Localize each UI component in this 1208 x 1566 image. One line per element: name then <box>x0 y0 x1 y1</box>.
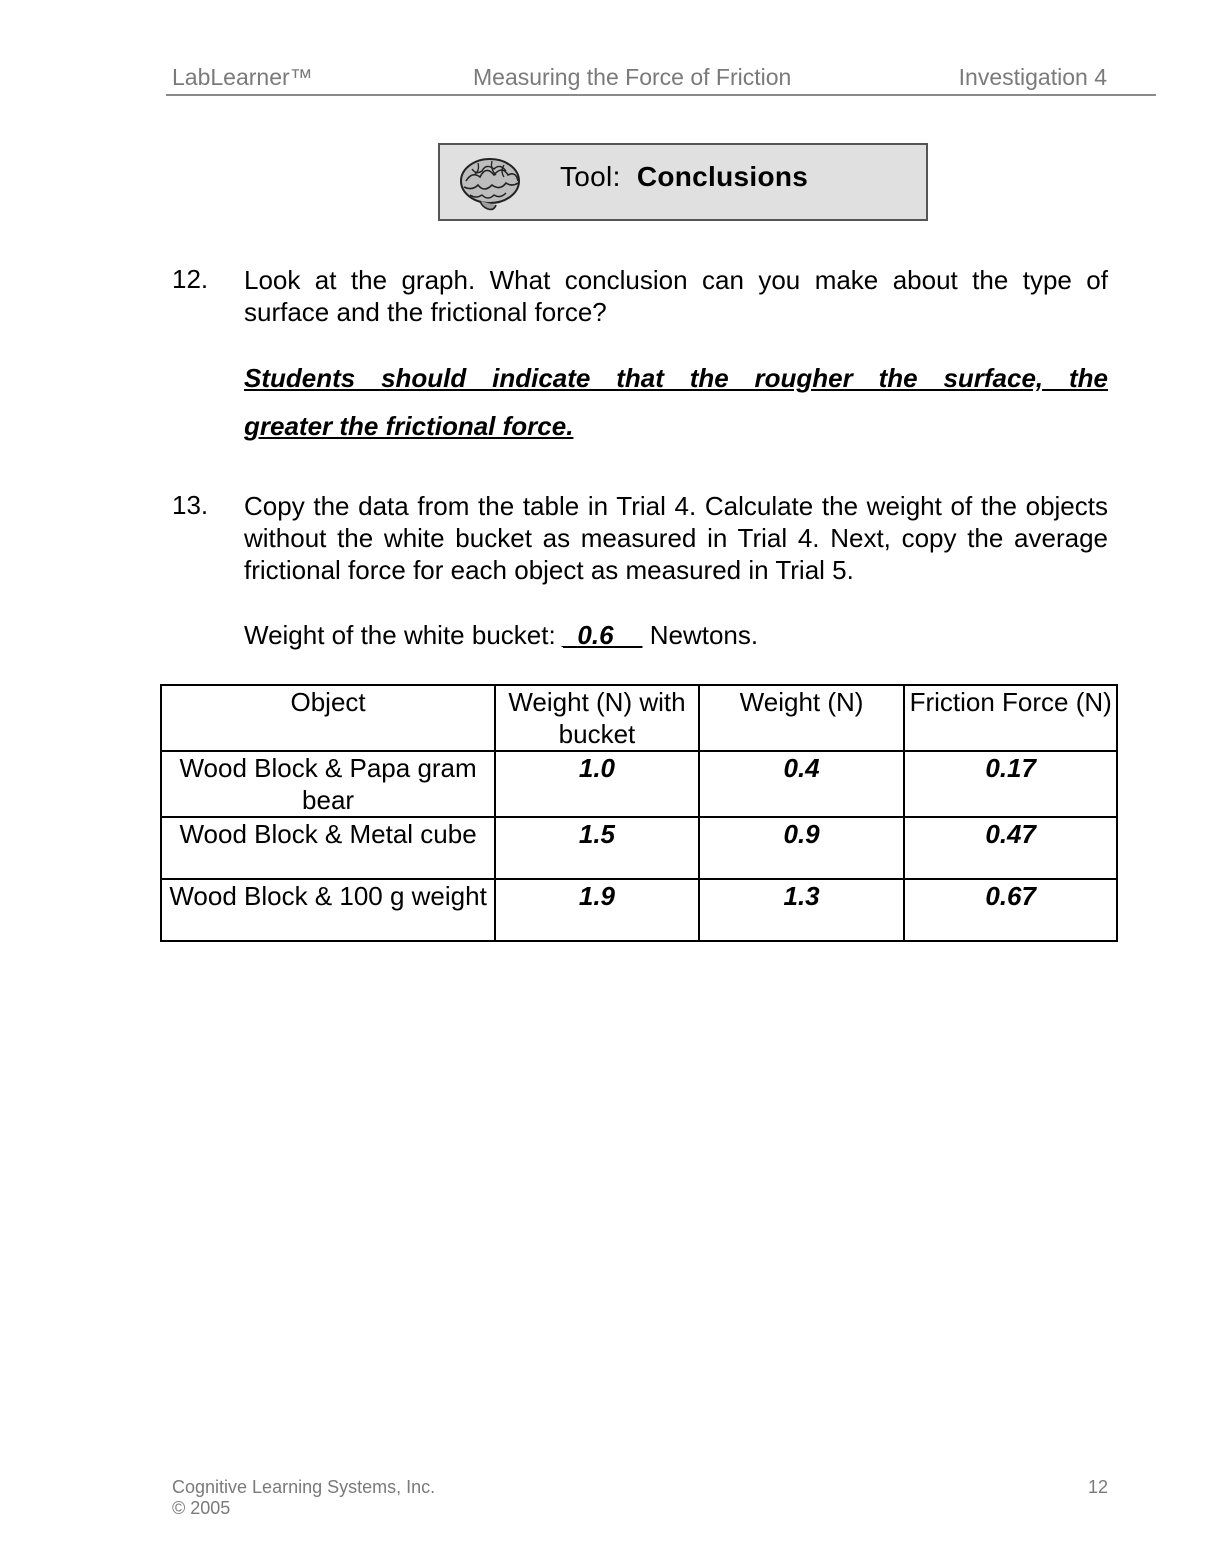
data-table <box>160 684 1118 942</box>
question-12-text: Look at the graph. What conclusion can you make about the type of surface and the frictional force? <box>244 265 1108 327</box>
tool-name: Conclusions <box>636 161 809 192</box>
table-row <box>161 751 1117 817</box>
question-12-answer <box>244 354 1108 450</box>
answer-line-2: greater the frictional force. <box>244 411 574 441</box>
tool-banner <box>438 143 928 221</box>
cell-weight: 0.9 <box>699 817 905 879</box>
table-header-row <box>161 685 1117 751</box>
footer-company: Cognitive Learning Systems, Inc. <box>172 1477 436 1497</box>
table-row <box>161 879 1117 941</box>
bucket-value: 0.6 <box>577 620 614 650</box>
cell-object: Wood Block & Metal cube <box>161 817 495 879</box>
cell-weight: 0.4 <box>699 751 905 817</box>
question-13-text: Copy the data from the table in Trial 4. Calculate the weight of the objects without the white bucket as measured in Trial 4. Next, copy the average frictional force for each object as measured in Trial 5. <box>244 491 1108 585</box>
cell-weight-with-bucket: 1.0 <box>495 751 699 817</box>
tool-prefix: Tool: <box>560 161 621 192</box>
tool-title <box>560 161 808 193</box>
header-brand: LabLearner™ <box>172 64 313 90</box>
header-weight: Weight (N) <box>699 685 905 751</box>
bucket-weight-line <box>244 620 758 651</box>
header-weight-with-bucket: Weight (N) with bucket <box>495 685 699 751</box>
footer-copyright: © 2005 <box>172 1498 231 1518</box>
cell-friction-force: 0.47 <box>904 817 1117 879</box>
header-title: Measuring the Force of Friction <box>473 64 792 90</box>
page-header <box>166 62 1156 96</box>
brain-icon <box>456 153 522 213</box>
header-investigation: Investigation 4 <box>958 64 1107 90</box>
table-row <box>161 817 1117 879</box>
answer-line-1: Students should indicate that the rougher the surface, the <box>244 363 1108 393</box>
bucket-pre-blank: _ <box>562 620 578 650</box>
cell-weight: 1.3 <box>699 879 905 941</box>
question-12-number: 12. <box>172 264 209 294</box>
header-friction-force: Friction Force (N) <box>904 685 1117 751</box>
bucket-label: Weight of the white bucket: <box>244 620 556 650</box>
bucket-unit: Newtons. <box>649 620 759 650</box>
page-footer <box>172 1477 435 1519</box>
cell-object: Wood Block & Papa gram bear <box>161 751 495 817</box>
bucket-post-blank: __ <box>613 620 643 650</box>
cell-object: Wood Block & 100 g weight <box>161 879 495 941</box>
page-number: 12 <box>1088 1477 1109 1497</box>
cell-friction-force: 0.67 <box>904 879 1117 941</box>
cell-friction-force: 0.17 <box>904 751 1117 817</box>
question-13-number: 13. <box>172 490 209 520</box>
header-object: Object <box>161 685 495 751</box>
cell-weight-with-bucket: 1.9 <box>495 879 699 941</box>
cell-weight-with-bucket: 1.5 <box>495 817 699 879</box>
